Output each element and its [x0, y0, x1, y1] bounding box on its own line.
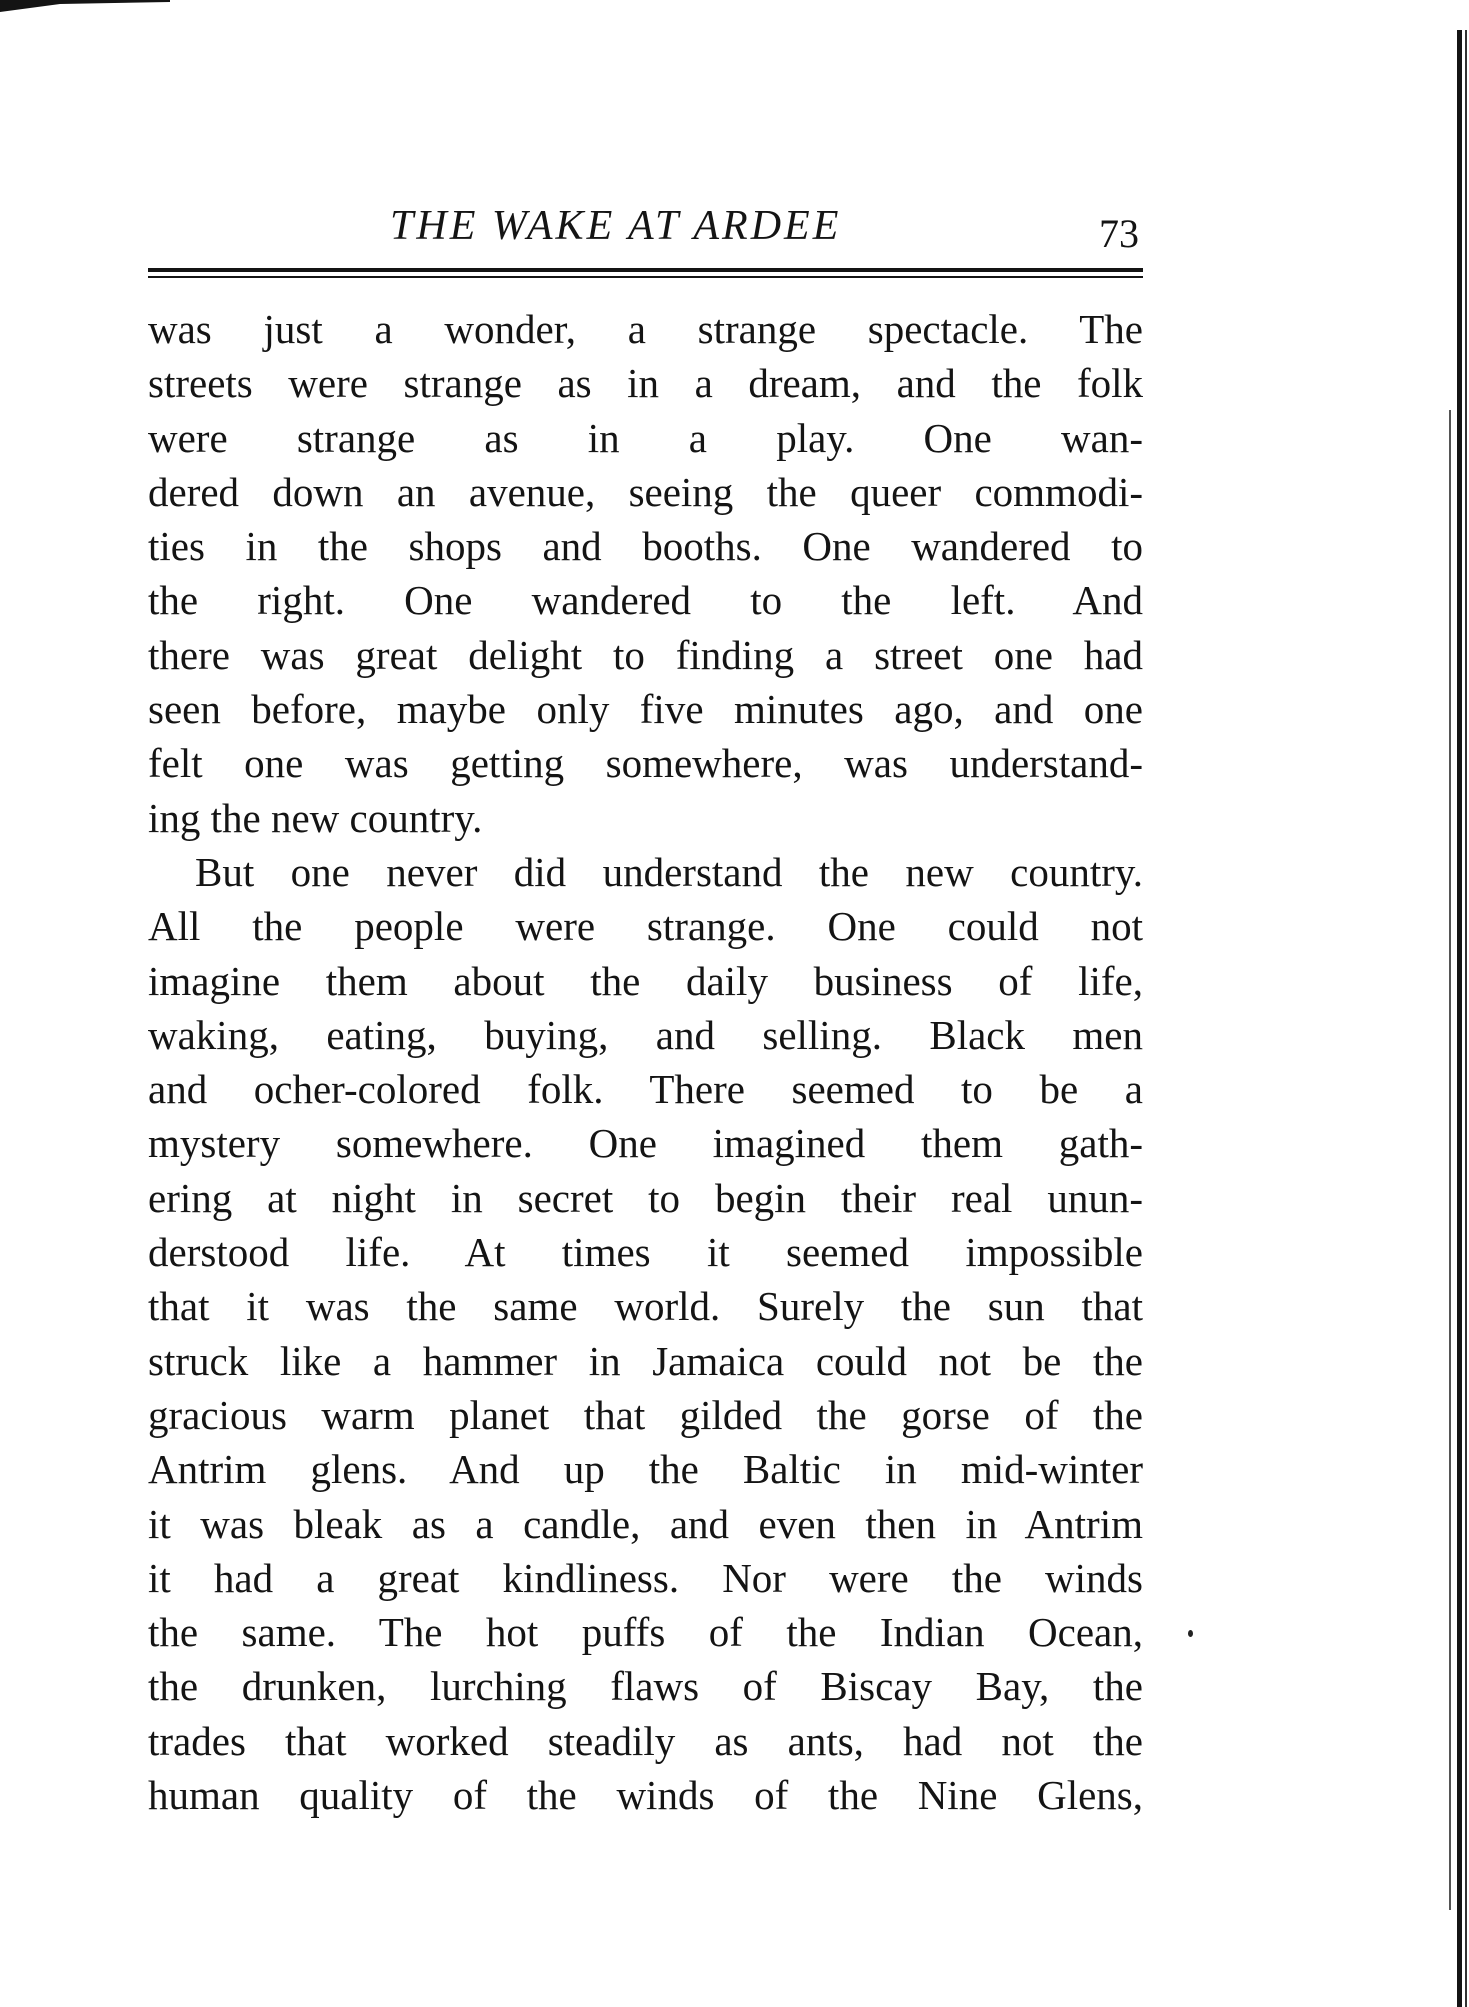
running-head: THE WAKE AT ARDEE: [390, 203, 842, 249]
text-line: felt one was getting somewhere, was understand-: [148, 740, 1143, 787]
text-line: there was great delight to finding a street one had: [148, 631, 1143, 678]
text-line: But one never did understand the new country.: [195, 848, 1143, 895]
text-line: ering at night in secret to begin their real unun-: [148, 1174, 1143, 1221]
text-line: derstood life. At times it seemed impossible: [148, 1229, 1143, 1276]
text-line: ing the new country.: [148, 794, 483, 841]
text-line: imagine them about the daily business of life,: [148, 957, 1143, 1004]
text-line: streets were strange as in a dream, and the folk: [148, 360, 1143, 407]
scan-corner-mark: [0, 0, 170, 12]
text-line: mystery somewhere. One imagined them gath-: [148, 1120, 1143, 1167]
header-rule-thin: [148, 276, 1143, 278]
text-line: human quality of the winds of the Nine Glens,: [148, 1772, 1143, 1819]
text-line: it was bleak as a candle, and even then in Antrim: [148, 1500, 1143, 1547]
text-line: struck like a hammer in Jamaica could not be the: [148, 1337, 1143, 1384]
text-line: and ocher-colored folk. There seemed to be a: [148, 1066, 1143, 1113]
text-line: ties in the shops and booths. One wandered to: [148, 523, 1143, 570]
text-line: were strange as in a play. One wan-: [148, 414, 1143, 461]
text-line: All the people were strange. One could not: [148, 903, 1143, 950]
page-number: 73: [1099, 211, 1139, 256]
scan-page-edge: [1447, 30, 1469, 2007]
text-line: seen before, maybe only five minutes ago, and one: [148, 686, 1143, 733]
header-rule-thick: [148, 268, 1143, 272]
text-line: the same. The hot puffs of the Indian Ocean,: [148, 1609, 1143, 1656]
body-text: [148, 302, 1143, 1822]
text-line: trades that worked steadily as ants, had not the: [148, 1717, 1143, 1764]
text-line: waking, eating, buying, and selling. Black men: [148, 1011, 1143, 1058]
text-line: the right. One wandered to the left. And: [148, 577, 1143, 624]
text-line: gracious warm planet that gilded the gorse of the: [148, 1391, 1143, 1438]
text-line: was just a wonder, a strange spectacle. The: [148, 306, 1143, 352]
text-line: that it was the same world. Surely the sun that: [148, 1283, 1143, 1330]
page-header: [148, 200, 1143, 260]
text-line: Antrim glens. And up the Baltic in mid-winter: [148, 1446, 1143, 1493]
text-line: it had a great kindliness. Nor were the winds: [148, 1554, 1143, 1601]
text-line: dered down an avenue, seeing the queer commodi-: [148, 468, 1143, 515]
scan-speck: [1188, 1630, 1193, 1637]
text-line: the drunken, lurching flaws of Biscay Bay, the: [148, 1663, 1143, 1710]
